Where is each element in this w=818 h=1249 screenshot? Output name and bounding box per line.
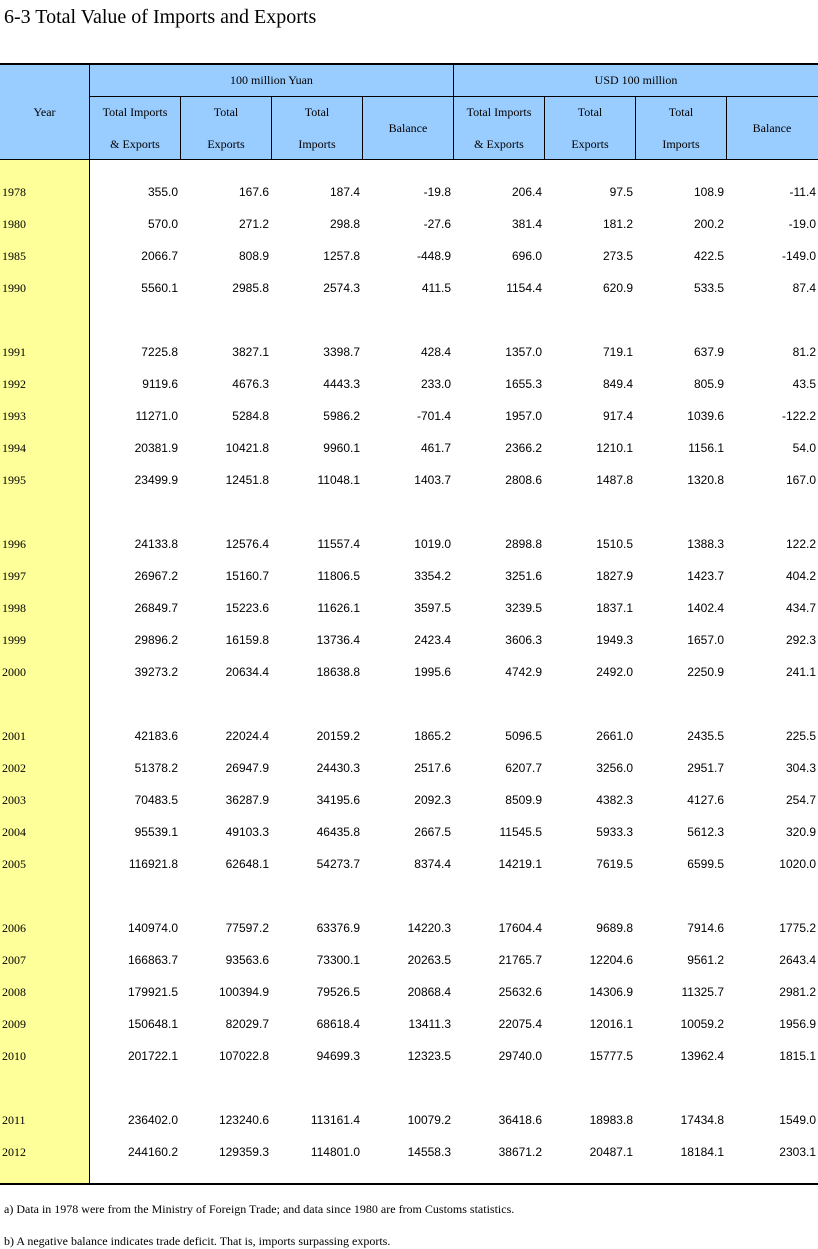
value-cell: 917.4	[602, 409, 633, 423]
value-cell: 3398.7	[323, 345, 360, 359]
value-cell: 2092.3	[414, 793, 451, 807]
year-cell: 2012	[2, 1145, 26, 1159]
value-cell: 108.9	[693, 185, 724, 199]
value-cell: 22075.4	[498, 1017, 542, 1031]
value-cell: 13962.4	[680, 1049, 724, 1063]
value-cell: 11626.1	[317, 601, 360, 615]
value-cell: 11557.4	[317, 537, 360, 551]
value-cell: 1357.0	[505, 345, 542, 359]
value-cell: 7619.5	[596, 857, 633, 871]
value-cell: 4742.9	[505, 665, 542, 679]
value-cell: 2250.9	[687, 665, 724, 679]
column-header-line: Total	[304, 105, 330, 119]
column-header-line: Balance	[388, 121, 428, 135]
value-cell: 2366.2	[505, 441, 542, 455]
value-cell: 20634.4	[225, 665, 269, 679]
value-cell: -448.9	[416, 249, 451, 263]
value-cell: 1949.3	[596, 633, 633, 647]
year-cell: 2010	[2, 1049, 26, 1063]
value-cell: 9561.2	[687, 953, 724, 967]
value-cell: 805.9	[693, 377, 724, 391]
value-cell: 68618.4	[316, 1017, 360, 1031]
value-cell: 166863.7	[127, 953, 178, 967]
value-cell: 12451.8	[225, 473, 269, 487]
value-cell: 1655.3	[505, 377, 542, 391]
value-cell: 1039.6	[687, 409, 724, 423]
column-header-line: Total	[668, 105, 694, 119]
year-cell: 2011	[2, 1113, 26, 1127]
value-cell: 2667.5	[414, 825, 451, 839]
value-cell: -149.0	[781, 249, 816, 263]
value-cell: 1957.0	[505, 409, 542, 423]
value-cell: 46435.8	[316, 825, 360, 839]
value-cell: 2517.6	[414, 761, 451, 775]
column-divider	[362, 96, 363, 160]
value-cell: 1388.3	[687, 537, 724, 551]
value-cell: 273.5	[602, 249, 633, 263]
value-cell: 93563.6	[225, 953, 269, 967]
value-cell: 15777.5	[589, 1049, 633, 1063]
year-cell: 1993	[2, 409, 26, 423]
value-cell: 123240.6	[218, 1113, 269, 1127]
year-cell: 2000	[2, 665, 26, 679]
value-cell: 23499.9	[134, 473, 178, 487]
value-cell: 81.2	[792, 345, 816, 359]
value-cell: 5560.1	[141, 281, 178, 295]
value-cell: 21765.7	[498, 953, 542, 967]
value-cell: 404.2	[785, 569, 816, 583]
value-cell: -122.2	[781, 409, 816, 423]
value-cell: 36287.9	[225, 793, 269, 807]
value-cell: 11545.5	[499, 825, 542, 839]
value-cell: 116921.8	[128, 857, 178, 871]
value-cell: 5612.3	[687, 825, 724, 839]
value-cell: 15223.6	[225, 601, 269, 615]
value-cell: 271.2	[238, 217, 269, 231]
value-cell: 2423.4	[414, 633, 451, 647]
value-cell: 6207.7	[505, 761, 542, 775]
value-cell: 1020.0	[779, 857, 816, 871]
value-cell: 26967.2	[134, 569, 178, 583]
group-divider	[453, 64, 454, 160]
column-header	[181, 96, 271, 160]
value-cell: 39273.2	[134, 665, 178, 679]
value-cell: -19.8	[423, 185, 451, 199]
column-header-line: Imports	[662, 137, 700, 151]
value-cell: 696.0	[511, 249, 542, 263]
value-cell: 570.0	[147, 217, 178, 231]
year-cell: 1990	[2, 281, 26, 295]
value-cell: 808.9	[238, 249, 269, 263]
value-cell: 107022.8	[218, 1049, 269, 1063]
value-cell: 114801.0	[310, 1145, 360, 1159]
value-cell: 1837.1	[596, 601, 633, 615]
value-cell: 9689.8	[596, 921, 633, 935]
table-bottom-rule	[0, 1183, 818, 1185]
value-cell: 3354.2	[414, 569, 451, 583]
value-cell: 11806.5	[317, 569, 360, 583]
value-cell: 17604.4	[498, 921, 542, 935]
year-cell: 2002	[2, 761, 26, 775]
year-cell: 2008	[2, 985, 26, 999]
value-cell: 26947.9	[225, 761, 269, 775]
value-cell: 1815.1	[779, 1049, 816, 1063]
value-cell: 54.0	[792, 441, 816, 455]
column-header-line: & Exports	[474, 137, 524, 151]
column-header	[636, 96, 726, 160]
value-cell: 113161.4	[310, 1113, 360, 1127]
value-cell: 2066.7	[141, 249, 178, 263]
page-title: 6-3 Total Value of Imports and Exports	[4, 6, 317, 28]
column-header-line: Total Imports	[102, 105, 168, 119]
value-cell: 719.1	[602, 345, 633, 359]
value-cell: 140974.0	[127, 921, 178, 935]
value-cell: -27.6	[423, 217, 451, 231]
value-cell: 1865.2	[414, 729, 451, 743]
value-cell: 5933.3	[596, 825, 633, 839]
value-cell: 3251.6	[505, 569, 542, 583]
value-cell: 8509.9	[505, 793, 542, 807]
value-cell: 298.8	[329, 217, 360, 231]
year-cell: 2001	[2, 729, 26, 743]
value-cell: 11271.0	[135, 409, 178, 423]
column-header-line: Exports	[571, 137, 609, 151]
column-divider	[180, 96, 181, 160]
value-cell: 24133.8	[134, 537, 178, 551]
value-cell: 87.4	[792, 281, 816, 295]
value-cell: 14306.9	[589, 985, 633, 999]
value-cell: 63376.9	[316, 921, 360, 935]
value-cell: 22024.4	[225, 729, 269, 743]
year-cell: 2006	[2, 921, 26, 935]
value-cell: 1423.7	[687, 569, 724, 583]
value-cell: 122.2	[785, 537, 816, 551]
year-cell: 1985	[2, 249, 26, 263]
year-cell: 1991	[2, 345, 26, 359]
value-cell: 2643.4	[779, 953, 816, 967]
value-cell: 428.4	[420, 345, 451, 359]
value-cell: 34195.6	[316, 793, 360, 807]
year-cell: 1978	[2, 185, 26, 199]
value-cell: 167.0	[785, 473, 816, 487]
value-cell: 43.5	[792, 377, 816, 391]
value-cell: 18184.1	[680, 1145, 724, 1159]
year-cell: 1992	[2, 377, 26, 391]
value-cell: 2808.6	[505, 473, 542, 487]
value-cell: 97.5	[609, 185, 633, 199]
value-cell: 1487.8	[596, 473, 633, 487]
value-cell: 29896.2	[134, 633, 178, 647]
value-cell: 225.5	[785, 729, 816, 743]
year-cell: 2005	[2, 857, 26, 871]
value-cell: 2574.3	[323, 281, 360, 295]
column-header-line: Imports	[298, 137, 336, 151]
value-cell: 3597.5	[414, 601, 451, 615]
value-cell: 1403.7	[414, 473, 451, 487]
value-cell: 2661.0	[596, 729, 633, 743]
value-cell: 620.9	[602, 281, 633, 295]
year-cell: 2003	[2, 793, 26, 807]
value-cell: 26849.7	[134, 601, 178, 615]
value-cell: 3827.1	[232, 345, 269, 359]
value-cell: 4382.3	[596, 793, 633, 807]
column-divider	[726, 96, 727, 160]
column-header	[727, 112, 817, 144]
value-cell: -19.0	[788, 217, 816, 231]
value-cell: 36418.6	[498, 1113, 542, 1127]
year-cell: 1998	[2, 601, 26, 615]
column-header	[90, 96, 180, 160]
value-cell: 1775.2	[779, 921, 816, 935]
value-cell: 5284.8	[232, 409, 269, 423]
footnote-a: a) Data in 1978 were from the Ministry of Foreign Trade; and data since 1980 are from Customs statistics.	[4, 1202, 515, 1216]
value-cell: 200.2	[693, 217, 724, 231]
value-cell: 14219.1	[498, 857, 542, 871]
value-cell: 95539.1	[134, 825, 178, 839]
value-cell: 1956.9	[779, 1017, 816, 1031]
value-cell: 2492.0	[596, 665, 633, 679]
value-cell: 20487.1	[589, 1145, 633, 1159]
value-cell: 129359.3	[218, 1145, 269, 1159]
value-cell: 1510.5	[596, 537, 633, 551]
value-cell: 20381.9	[134, 441, 178, 455]
value-cell: 6599.5	[687, 857, 724, 871]
footnote-b: b) A negative balance indicates trade deficit. That is, imports surpassing exports.	[4, 1234, 391, 1248]
column-header	[454, 96, 544, 160]
value-cell: 2981.2	[779, 985, 816, 999]
value-cell: 49103.3	[225, 825, 269, 839]
value-cell: 94699.3	[316, 1049, 360, 1063]
column-header	[363, 112, 453, 144]
value-cell: 304.3	[785, 761, 816, 775]
value-cell: 2985.8	[232, 281, 269, 295]
value-cell: 3606.3	[505, 633, 542, 647]
value-cell: 20263.5	[407, 953, 451, 967]
value-cell: 73300.1	[316, 953, 360, 967]
value-cell: 381.4	[511, 217, 542, 231]
value-cell: 3256.0	[596, 761, 633, 775]
value-cell: 320.9	[785, 825, 816, 839]
value-cell: 150648.1	[127, 1017, 178, 1031]
column-header-line: Total	[213, 105, 239, 119]
header-group-yuan: 100 million Yuan	[230, 73, 313, 87]
value-cell: 12016.1	[589, 1017, 633, 1031]
value-cell: 236402.0	[127, 1113, 178, 1127]
value-cell: 411.5	[421, 281, 451, 295]
value-cell: 7225.8	[141, 345, 178, 359]
value-cell: 54273.7	[316, 857, 360, 871]
value-cell: 1320.8	[687, 473, 724, 487]
year-cell: 2009	[2, 1017, 26, 1031]
year-cell: 1997	[2, 569, 26, 583]
value-cell: 1657.0	[687, 633, 724, 647]
value-cell: -11.4	[789, 185, 816, 199]
value-cell: 1549.0	[779, 1113, 816, 1127]
value-cell: 10079.2	[407, 1113, 451, 1127]
value-cell: 1827.9	[596, 569, 633, 583]
year-cell: 1996	[2, 537, 26, 551]
value-cell: 100394.9	[218, 985, 269, 999]
value-cell: 461.7	[420, 441, 451, 455]
value-cell: 1210.1	[596, 441, 633, 455]
value-cell: 4127.6	[687, 793, 724, 807]
value-cell: 2435.5	[687, 729, 724, 743]
value-cell: 2951.7	[687, 761, 724, 775]
value-cell: 1019.0	[414, 537, 451, 551]
value-cell: 4443.3	[323, 377, 360, 391]
header-bottom-rule	[0, 159, 818, 160]
value-cell: 5096.5	[505, 729, 542, 743]
value-cell: 1156.1	[688, 441, 724, 455]
header-year: Year	[33, 105, 56, 119]
header-group-usd: USD 100 million	[594, 73, 678, 87]
value-cell: 25632.6	[498, 985, 542, 999]
column-header-line: & Exports	[110, 137, 160, 151]
value-cell: 62648.1	[225, 857, 269, 871]
value-cell: 15160.7	[225, 569, 269, 583]
value-cell: 206.4	[511, 185, 542, 199]
value-cell: 1995.6	[414, 665, 451, 679]
group-header-rule	[90, 96, 818, 97]
value-cell: 2303.1	[779, 1145, 816, 1159]
year-cell: 2004	[2, 825, 26, 839]
value-cell: 7914.6	[687, 921, 724, 935]
value-cell: 201722.1	[127, 1049, 178, 1063]
value-cell: 187.4	[329, 185, 360, 199]
value-cell: 51378.2	[134, 761, 178, 775]
value-cell: 12576.4	[225, 537, 269, 551]
value-cell: 16159.8	[225, 633, 269, 647]
value-cell: 9960.1	[323, 441, 360, 455]
value-cell: 355.0	[147, 185, 178, 199]
value-cell: 77597.2	[225, 921, 269, 935]
value-cell: 11048.1	[317, 473, 360, 487]
value-cell: 9119.6	[142, 377, 178, 391]
value-cell: -701.4	[416, 409, 451, 423]
value-cell: 533.5	[693, 281, 724, 295]
value-cell: 233.0	[420, 377, 451, 391]
value-cell: 179921.5	[127, 985, 178, 999]
value-cell: 8374.4	[414, 857, 451, 871]
column-header	[545, 96, 635, 160]
value-cell: 18983.8	[589, 1113, 633, 1127]
value-cell: 292.3	[785, 633, 816, 647]
value-cell: 18638.8	[316, 665, 360, 679]
value-cell: 24430.3	[316, 761, 360, 775]
value-cell: 14558.3	[407, 1145, 451, 1159]
value-cell: 3239.5	[505, 601, 542, 615]
value-cell: 12323.5	[407, 1049, 451, 1063]
value-cell: 10421.8	[225, 441, 269, 455]
value-cell: 254.7	[785, 793, 816, 807]
value-cell: 181.2	[602, 217, 633, 231]
value-cell: 14220.3	[407, 921, 451, 935]
value-cell: 434.7	[785, 601, 816, 615]
value-cell: 5986.2	[323, 409, 360, 423]
value-cell: 244160.2	[127, 1145, 178, 1159]
column-header-line: Total Imports	[466, 105, 532, 119]
value-cell: 42183.6	[134, 729, 178, 743]
value-cell: 38671.2	[498, 1145, 542, 1159]
value-cell: 13411.3	[408, 1017, 451, 1031]
value-cell: 20159.2	[316, 729, 360, 743]
column-header-line: Exports	[207, 137, 245, 151]
value-cell: 17434.8	[680, 1113, 724, 1127]
value-cell: 241.1	[785, 665, 816, 679]
value-cell: 12204.6	[589, 953, 633, 967]
column-header	[272, 96, 362, 160]
value-cell: 167.6	[238, 185, 269, 199]
value-cell: 1402.4	[687, 601, 724, 615]
value-cell: 4676.3	[232, 377, 269, 391]
column-header-line: Balance	[752, 121, 792, 135]
value-cell: 1154.4	[506, 281, 542, 295]
value-cell: 82029.7	[225, 1017, 269, 1031]
value-cell: 422.5	[693, 249, 724, 263]
value-cell: 11325.7	[681, 985, 724, 999]
year-cell: 1999	[2, 633, 26, 647]
value-cell: 1257.8	[323, 249, 360, 263]
value-cell: 29740.0	[498, 1049, 542, 1063]
table-top-rule	[0, 63, 818, 65]
year-cell: 1994	[2, 441, 26, 455]
column-divider	[635, 96, 636, 160]
value-cell: 20868.4	[407, 985, 451, 999]
year-cell: 2007	[2, 953, 26, 967]
column-divider	[544, 96, 545, 160]
column-divider	[271, 96, 272, 160]
column-header-line: Total	[577, 105, 603, 119]
value-cell: 79526.5	[316, 985, 360, 999]
year-cell: 1980	[2, 217, 26, 231]
value-cell: 2898.8	[505, 537, 542, 551]
value-cell: 10059.2	[680, 1017, 724, 1031]
value-cell: 13736.4	[316, 633, 360, 647]
value-cell: 849.4	[602, 377, 633, 391]
year-cell: 1995	[2, 473, 26, 487]
value-cell: 637.9	[693, 345, 724, 359]
value-cell: 70483.5	[134, 793, 178, 807]
